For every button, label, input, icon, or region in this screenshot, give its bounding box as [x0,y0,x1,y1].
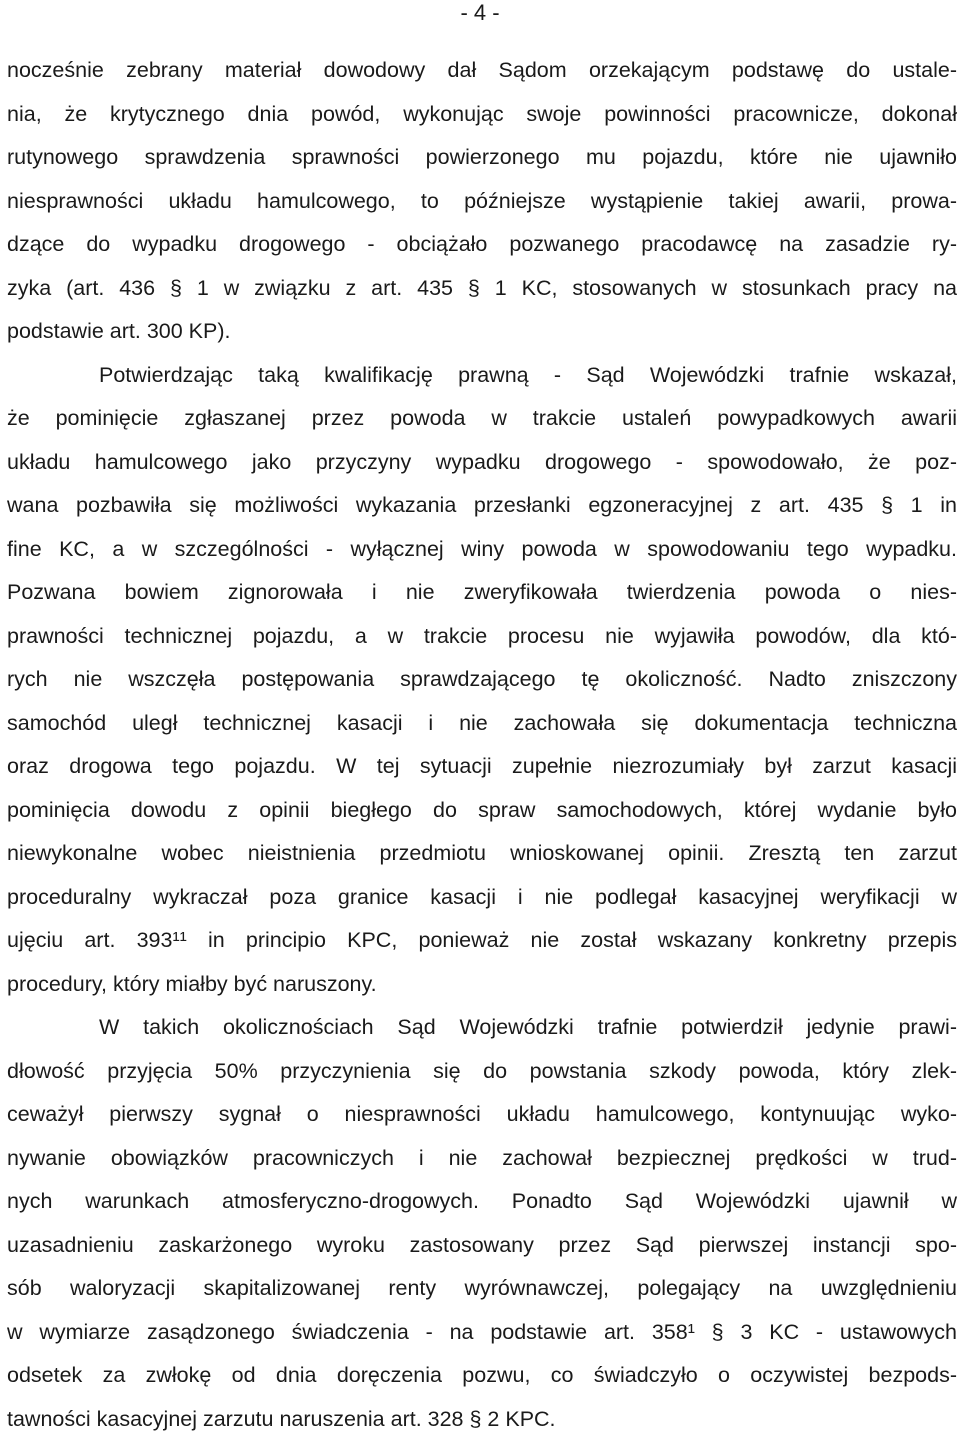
text-line [7,223,957,267]
text-line [7,310,957,354]
line-text: sób waloryzacji skapitalizowanej renty wyrównawczej, polegający na uwzględnieniu [7,1276,957,1300]
text-line [7,1093,957,1137]
line-text: niesprawności układu hamulcowego, to późniejsze wystąpienie takiej awarii, prowa- [7,189,957,213]
line-text: dzące do wypadku drogowego - obciążało pozwanego pracodawcę na zasadzie ry- [7,232,957,256]
line-text: nywanie obowiązków pracowniczych i nie zachował bezpiecznej prędkości w trud- [7,1146,957,1170]
line-text: ceważył pierwszy sygnał o niesprawności układu hamulcowego, kontynuując wyko- [7,1102,957,1126]
text-line [7,1354,957,1398]
line-text: W takich okolicznościach Sąd Wojewódzki trafnie potwierdził jedynie prawi- [99,1015,957,1039]
text-line [7,267,957,311]
line-text: w wymiarze zasądzonego świadczenia - na podstawie art. 358¹ § 3 KC - ustawowych [7,1320,957,1344]
line-text: rych nie wszczęła postępowania sprawdzającego tę okoliczność. Nadto zniszczony [7,667,957,691]
text-line [7,1137,957,1181]
text-line [7,1267,957,1311]
text-line [7,963,957,1007]
text-line [7,658,957,702]
text-line [7,789,957,833]
page-number: - 4 - [0,0,960,26]
line-text: wana pozbawiła się możliwości wykazania przesłanki egzoneracyjnej z art. 435 § 1 in [7,493,957,517]
line-text: że pominięcie zgłaszanej przez powoda w trakcie ustaleń powypadkowych awarii [7,406,957,430]
text-line [7,876,957,920]
text-line [7,1180,957,1224]
text-line [7,1006,957,1050]
line-text: proceduralny wykraczał poza granice kasacji i nie podlegał kasacyjnej weryfikacji w [7,885,957,909]
text-line [7,136,957,180]
text-line [7,441,957,485]
line-text: ujęciu art. 393¹¹ in principio KPC, ponieważ nie został wskazany konkretny przepis [7,928,957,952]
text-line [7,180,957,224]
text-line [7,571,957,615]
text-line [7,397,957,441]
line-text: dłowość przyjęcia 50% przyczynienia się do powstania szkody powoda, który zlek- [7,1059,957,1083]
line-text: zyka (art. 436 § 1 w związku z art. 435 § 1 KC, stosowanych w stosunkach pracy na [7,276,957,300]
line-text: nocześnie zebrany materiał dowodowy dał Sądom orzekającym podstawę do ustale- [7,58,957,82]
line-text: nych warunkach atmosferyczno-drogowych. Ponadto Sąd Wojewódzki ujawnił w [7,1189,957,1213]
line-text: fine KC, a w szczególności - wyłącznej winy powoda w spowodowaniu tego wypadku. [7,537,957,561]
text-line [7,93,957,137]
text-line [7,745,957,789]
line-text: uzasadnieniu zaskarżonego wyroku zastosowany przez Sąd pierwszej instancji spo- [7,1233,957,1257]
document-body [7,49,957,1441]
line-text: tawności kasacyjnej zarzutu naruszenia art. 328 § 2 KPC. [7,1407,556,1431]
line-text: procedury, który miałby być naruszony. [7,972,377,996]
line-text: rutynowego sprawdzenia sprawności powierzonego mu pojazdu, które nie ujawniło [7,145,957,169]
text-line [7,354,957,398]
line-text: samochód uległ technicznej kasacji i nie zachowała się dokumentacja techniczna [7,711,957,735]
line-text: nia, że krytycznego dnia powód, wykonując swoje powinności pracownicze, dokonał [7,102,957,126]
text-line [7,528,957,572]
text-line [7,615,957,659]
text-line [7,1050,957,1094]
line-text: oraz drogowa tego pojazdu. W tej sytuacji zupełnie niezrozumiały był zarzut kasacji [7,754,957,778]
text-line [7,702,957,746]
text-line [7,1398,957,1441]
line-text: podstawie art. 300 KP). [7,319,230,343]
line-text: Pozwana bowiem zignorowała i nie zweryfikowała twierdzenia powoda o nies- [7,580,957,604]
line-text: układu hamulcowego jako przyczyny wypadku drogowego - spowodowało, że poz- [7,450,957,474]
text-line [7,1311,957,1355]
text-line [7,832,957,876]
line-text: odsetek za zwłokę od dnia doręczenia pozwu, co świadczyło o oczywistej bezpods- [7,1363,957,1387]
line-text: Potwierdzając taką kwalifikację prawną - Sąd Wojewódzki trafnie wskazał, [99,363,957,387]
line-text: pominięcia dowodu z opinii biegłego do spraw samochodowych, której wydanie było [7,798,957,822]
text-line [7,484,957,528]
line-text: niewykonalne wobec nieistnienia przedmiotu wnioskowanej opinii. Zresztą ten zarzut [7,841,957,865]
text-line [7,49,957,93]
text-line [7,1224,957,1268]
line-text: prawności technicznej pojazdu, a w trakcie procesu nie wyjawiła powodów, dla któ- [7,624,957,648]
text-line [7,919,957,963]
